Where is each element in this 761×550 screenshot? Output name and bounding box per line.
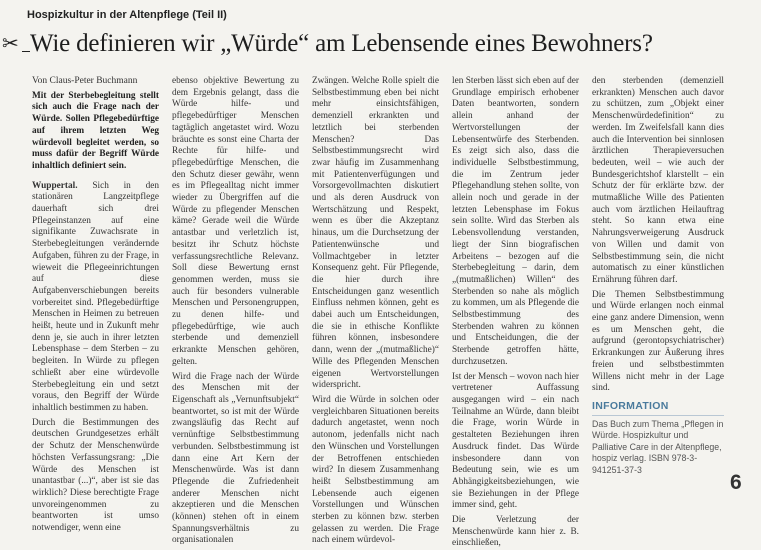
lead-paragraph: Mit der Sterbebegleitung stellt sich auch die Frage nach der Würde. Sollen Pflegebedürftige auf ihrem letzten Weg würdevoll begleitet werden, so muss dafür der Begriff Würde inhaltlich definiert sein. (32, 90, 159, 171)
body-paragraph: Die Verletzung der Menschenwürde kann hier z. B. einschließen, (452, 515, 579, 549)
scissors-icon: ✂ (2, 33, 19, 55)
body-paragraph: Zwängen. Welche Rolle spielt die Selbstbestimmung eben bei nicht mehr einsichtsfähigen, demenziell erkrankten und letztlich bei sterbenden Menschen? Das Selbstbestimmungsrecht wird zwar häufig im Zusammenhang mit Patientenverfügungen und Vorsorgevollmachten diskutiert und als deren Ausdruck von Wertschätzung und Respekt, wenn es über die Akzeptanz hinaus, um die Durchsetzung der Patientenwünsche und Vollmachtgeber in letzter Konsequenz geht. Für Pflegende, die hier durch ihre Entscheidungen ganz wesentlich Einfluss nehmen können, geht es dabei auch um Entscheidungen, die sie in ethische Konflikte führen können, insbesondere dann, wenn der „(mutmaßliche)“ Wille des Pflegenden Menschen eigenen Wertvorstellungen widerspricht. (312, 76, 439, 391)
body-paragraph: Wird die Würde in solchen oder vergleichbaren Situationen bereits dadurch angetastet, wenn noch autonom, jedenfalls nicht nach den Wünschen und Vorstellungen der Betroffenen entschieden wird? In diesem Zusammenhang heißt Selbstbestimmung am Lebensende auch eigenen Vorstellungen und Wünschen sterben zu können bzw. sterben gelassen zu werden. Die Frage nach einem würdevol- (312, 394, 439, 546)
body-paragraph: ebenso objektive Bewertung zu dem Ergebnis gelangt, dass die Würde hilfe- und pflegebedürftiger Menschen tagtäglich angetastet wird. Wozu bräuchte es sonst eine Charta der Rechte für hilfe- und pflegebedürftige Menschen, die den Schutz dieser gewähr, wenn es im Pflegealltag nicht immer wieder zu Übergriffen auf die Würde zu pflegender Menschen käme? Gerade weil die Würde antastbar und verletzlich ist, besitzt ihr Schutz höchste verfassungsrechtliche Relevanz. Soll diese Bewertung ernst genommen werden, muss sie auch für besonders vulnerable Menschen und Personengruppen, zu denen hilfe- und pflegebedürftige, wie auch sterbende und demenziell erkrankte Menschen gehören, gelten. (172, 76, 299, 367)
page-number: 6 (730, 471, 742, 494)
column-5 (592, 76, 724, 496)
body-paragraph: Wird die Frage nach der Würde des Menschen mit der Eigenschaft als „Vernunftsubjekt“ beantwortet, so ist mit der Würde zwangsläufig das Recht auf vernünftige Selbstbestimmung verbunden. Selbstbestimmung ist dann eine Art Kern der Menschenwürde. Was ist dann Pflegende die Zufriedenheit anderer Menschen nicht akzeptieren und die Menschen (können) stehen oft in einem Spannungsverhältnis zu organisationalen (172, 371, 299, 546)
article-title: Wie definieren wir „Würde“ am Lebensende eines Bewohners? (30, 30, 653, 57)
dateline: Wuppertal. (32, 180, 78, 191)
body-paragraph: Wuppertal. Sich in den stationären Langzeitpflege dauerhaft sich drei Pflegeinstanzen auf eine signifikante Zuwachsrate in Sterbebegleitungen verändernde Aufgaben, führen zu der Frage, in wieweit die Pflegeeinrichtungen auf diese Aufgabenverschiebungen bereits vorbereitet sind. Pflegebedürftige Menschen in Heimen zu betreuen heißt, heute und in Zukunft mehr denn je, sie auch in ihrer letzten Lebensphase – dem Sterben – zu begleiten. In Würde zu pflegen schließt aber eine würdevolle Sterbebegleitung ein und setzt voraus, den Begriff der Würde inhaltlich bestimmen zu haben. (32, 180, 159, 413)
column-2 (172, 76, 299, 546)
body-paragraph: Die Themen Selbstbestimmung und Würde erlangen noch einmal eine ganz andere Dimension, wenn es um Menschen geht, die aufgrund (gerontopsychiatrischer) Erkrankungen zur Äußerung ihres freien und selbstbestimmten Willens nicht mehr in der Lage sind. (592, 289, 724, 394)
info-text: Das Buch zum Thema „Pflegen in Würde. Hospizkultur und Palliative Care in der Altenpflege, hospiz verlag. ISBN 978-3-941251-37-3 (592, 418, 724, 475)
body-paragraph: len Sterben lässt sich eben auf der Grundlage empirisch erhobener Daten beantworten, sondern allein anhand der Wertvorstellungen der Lebensentwürfe des Sterbenden. Es zeigt sich also, dass die individuelle Selbstbestimmung, die im Zentrum jeder Pflegehandlung stehen sollte, von allein noch und gerade in der letzten Lebensphase im Fokus sein sollte. Wird das Sterben als Lebensvollendung verstanden, liegt der Sinn biografischen Arbeitens – bezogen auf die Sterbebegleitung – darin, dem „(mutmaßlichen) Willen“ des Sterbenden so nahe als möglich zu kommen, um als Pflegende die Selbstbestimmung des Sterbenden wahren zu können und Entscheidungen, die der Sterbende getroffen hätte, durchzusetzen. (452, 76, 579, 367)
info-heading: INFORMATION (592, 401, 724, 416)
author-line: Von Claus-Peter Buchmann (32, 76, 138, 86)
column-4 (452, 76, 579, 549)
column-1 (32, 76, 159, 534)
body-paragraph: den sterbenden (demenziell erkrankten) Menschen auch davor zu schützen, zum „Objekt einer Menschenwürdedefinition“ zu werden. Im Zweifelsfall kann dies auch die Intervention bei sinnlosen ärztlichen Therapieversuchen bedeuten, weil – wie auch der Bundesgerichtshof klarstellt – ein Schutz der für erklärte bzw. der mutmaßliche Wille des Patienten auch vom ärztlichen Heilauftrag steht. So kann etwa eine Nahrungsverweigerung Ausdruck von Willen und damit von Selbstbestimmung sein, die nicht automatisch zu einer künstlichen Ernährung führen darf. (592, 76, 724, 285)
body-paragraph: Ist der Mensch – wovon nach hier vertretener Auffassung ausgegangen wird – ein nach Teilnahme an Würde, dann bleibt die Frage, worin Würde in gestalteten Beziehungen ihren Ausdruck findet. Das Würde insbesondere dann von Bedeutung sein, wie es um Abhängigkeitsbeziehungen, wie sie Beziehungen in der Pflege immer sind, geht. (452, 371, 579, 511)
cut-line (22, 51, 30, 52)
column-3 (312, 76, 439, 546)
article-kicker: Hospizkultur in der Altenpflege (Teil II) (27, 9, 227, 21)
body-paragraph: Durch die Bestimmungen des deutschen Grundgesetzes erhält der Schutz der Menschenwürde höchsten Verfassungsrang: „Die Würde des Menschen ist unantastbar (...)“, aber ist sie das wirklich? Diese berechtigte Frage unvoreingenommen zu beantworten ist umso notwendiger, wenn eine (32, 417, 159, 534)
info-box (592, 401, 724, 476)
